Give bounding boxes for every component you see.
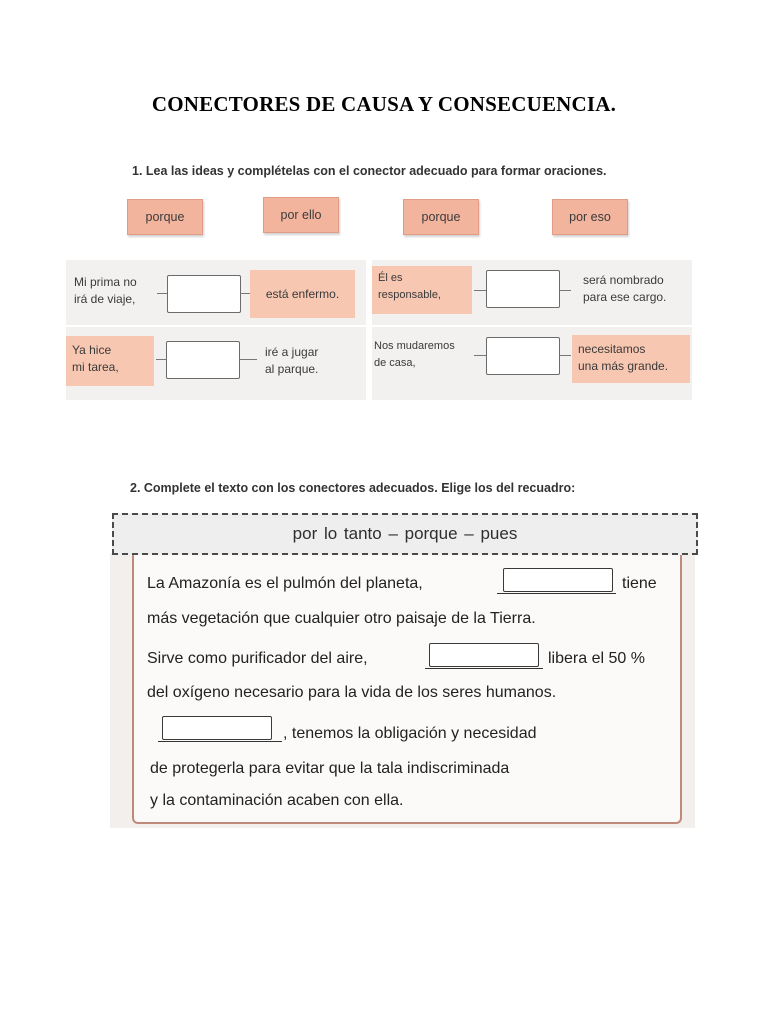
sentence-1-cause: [74, 274, 137, 308]
sentence-1-cause-line-1: Mi prima no: [74, 275, 137, 289]
connector-line: [559, 355, 571, 356]
connector-line: [157, 293, 167, 294]
sentence-3-cause-line-2: mi tarea,: [72, 360, 119, 374]
text-line-7: y la contaminación acaben con ella.: [150, 792, 404, 809]
sentence-4-cause: [374, 338, 455, 372]
blank-1-underline: [497, 593, 616, 594]
sentence-1-answer-box[interactable]: [167, 275, 241, 313]
text-line-6: de protegerla para evitar que la tala indiscriminada: [150, 760, 510, 777]
text-line-3-start: Sirve como purificador del aire,: [147, 650, 368, 667]
sentence-2-cause-line-2: responsable,: [378, 289, 441, 301]
text-line-2: más vegetación que cualquier otro paisaje de la Tierra.: [147, 610, 536, 627]
text-line-4: del oxígeno necesario para la vida de los seres humanos.: [147, 684, 557, 701]
sentence-3-answer-box[interactable]: [166, 341, 240, 379]
sentence-1-cause-line-2: irá de viaje,: [74, 292, 136, 306]
connector-line: [156, 359, 166, 360]
sentence-4-effect-line-2: una más grande.: [578, 359, 669, 373]
blank-2-underline: [425, 668, 543, 669]
sentence-1-effect: está enfermo.: [250, 270, 355, 318]
exercise-2-instruction: 2. Complete el texto con los conectores adecuados. Elige los del recuadro:: [130, 481, 576, 495]
sentence-2-answer-box[interactable]: [486, 270, 560, 308]
word-bank: por lo tanto – porque – pues: [112, 513, 698, 555]
text-line-1-start: La Amazonía es el pulmón del planeta,: [147, 575, 423, 592]
sentence-2-effect-line-1: será nombrado: [583, 273, 664, 287]
connector-chip-porque-2[interactable]: porque: [403, 199, 479, 235]
sentence-2-cause-line-1: Él es: [378, 272, 403, 284]
exercise-1-instruction: 1. Lea las ideas y complételas con el conector adecuado para formar oraciones.: [132, 164, 607, 178]
connector-line: [474, 355, 486, 356]
sentence-4-effect: [572, 335, 690, 383]
connector-chip-por-eso[interactable]: por eso: [552, 199, 628, 235]
text-line-1-end: tiene: [622, 575, 657, 592]
text-line-5: , tenemos la obligación y necesidad: [283, 725, 537, 742]
blank-2-box[interactable]: [429, 643, 539, 667]
sentence-2-cause: [372, 266, 472, 314]
connector-line: [239, 359, 257, 360]
sentence-4-cause-line-1: Nos mudaremos: [374, 340, 455, 352]
connector-chip-porque[interactable]: porque: [127, 199, 203, 235]
sentence-3-effect: [265, 344, 318, 378]
sentence-2-effect: [583, 272, 666, 306]
blank-3-underline: [158, 741, 282, 742]
connector-chip-por-ello[interactable]: por ello: [263, 197, 339, 233]
sentence-3-cause: [66, 336, 154, 386]
connector-line: [559, 290, 571, 291]
blank-3-box[interactable]: [162, 716, 272, 740]
sentence-3-cause-line-1: Ya hice: [72, 343, 112, 357]
sentence-4-effect-line-1: necesitamos: [578, 342, 646, 356]
row-divider: [66, 325, 692, 327]
connector-line: [240, 293, 250, 294]
page-title: CONECTORES DE CAUSA Y CONSECUENCIA.: [151, 92, 617, 116]
sentence-4-cause-line-2: de casa,: [374, 357, 416, 369]
sentence-4-answer-box[interactable]: [486, 337, 560, 375]
connector-line: [474, 290, 486, 291]
blank-1-box[interactable]: [503, 568, 613, 592]
sentence-3-effect-line-2: al parque.: [265, 362, 319, 376]
text-line-3-end: libera el 50 %: [548, 650, 645, 667]
sentence-3-effect-line-1: iré a jugar: [265, 345, 319, 359]
sentence-2-effect-line-2: para ese cargo.: [583, 290, 667, 304]
